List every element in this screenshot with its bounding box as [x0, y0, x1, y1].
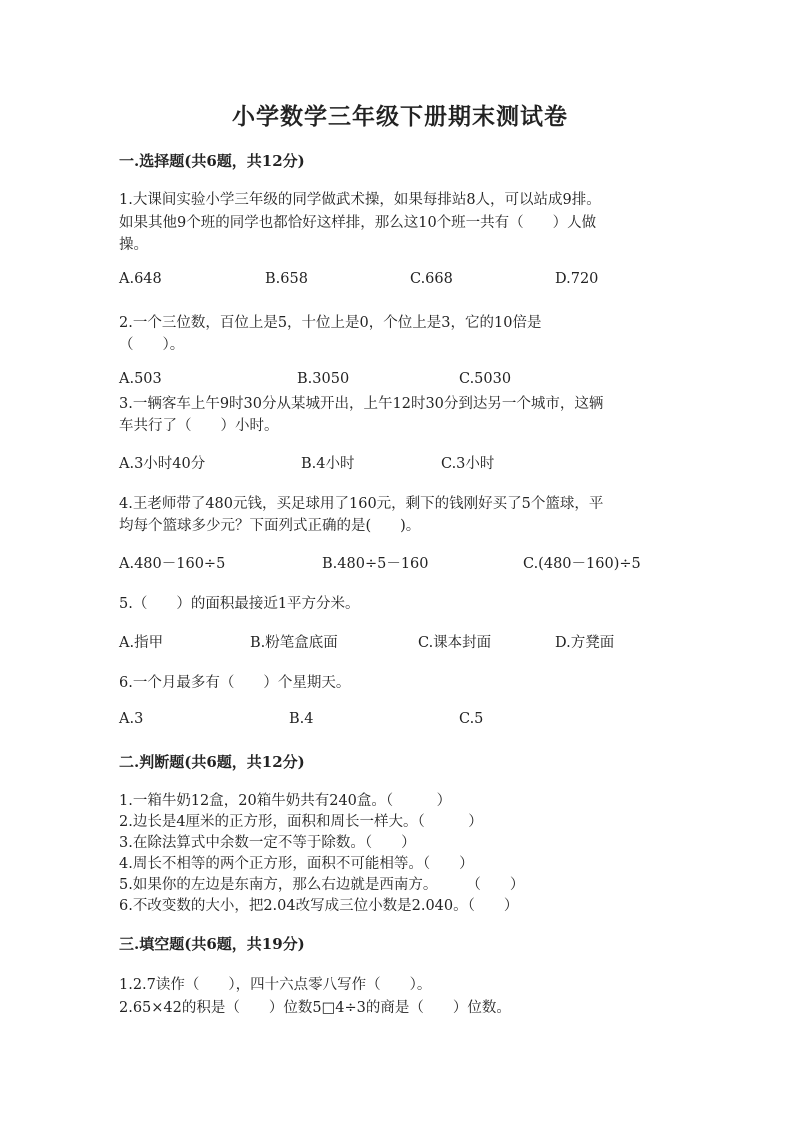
question-text: 车共行了（ ）小时。 [119, 418, 279, 434]
judge-item: 1.一箱牛奶12盒，20箱牛奶共有240盒。（ ） [119, 793, 452, 809]
fill-item: 1.2.7读作（ ），四十六点零八写作（ ）。 [119, 977, 432, 993]
option-b: B.4小时 [301, 456, 355, 472]
option-a: A.648 [119, 271, 162, 287]
option-a: A.指甲 [119, 635, 164, 651]
question-text: 均每个篮球多少元？下面列式正确的是( )。 [119, 518, 421, 534]
option-c: C.课本封面 [418, 635, 492, 651]
option-a: A.3 [119, 711, 144, 727]
option-a: A.480－160÷5 [119, 556, 226, 572]
section-heading-judge: 二.判断题(共6题，共12分) [119, 753, 305, 771]
option-c: C.668 [410, 271, 453, 287]
question-text: 2.一个三位数，百位上是5，十位上是0，个位上是3，它的10倍是 [119, 315, 542, 331]
option-c: C.(480－160)÷5 [523, 556, 641, 572]
option-c: C.5 [459, 711, 484, 727]
question-text: 如果其他9个班的同学也都恰好这样排，那么这10个班一共有（ ）人做 [119, 215, 597, 231]
question-text: 5.（ ）的面积最接近1平方分米。 [119, 596, 360, 612]
fill-item: 2.65×42的积是（ ）位数5□4÷3的商是（ ）位数。 [119, 1000, 511, 1016]
question-text: 6.一个月最多有（ ）个星期天。 [119, 675, 351, 691]
option-d: D.方凳面 [555, 635, 615, 651]
option-d: D.720 [555, 271, 599, 287]
option-b: B.粉笔盒底面 [250, 635, 338, 651]
judge-item: 3.在除法算式中余数一定不等于除数。（ ） [119, 835, 416, 851]
option-b: B.480÷5－160 [322, 556, 429, 572]
section-heading-fill: 三.填空题(共6题，共19分) [119, 935, 305, 953]
option-b: B.3050 [297, 371, 350, 387]
option-a: A.3小时40分 [119, 456, 206, 472]
option-c: C.3小时 [441, 456, 495, 472]
question-text: 3.一辆客车上午9时30分从某城开出，上午12时30分到达另一个城市，这辆 [119, 396, 604, 412]
option-a: A.503 [119, 371, 162, 387]
question-text: 1.大课间实验小学三年级的同学做武术操，如果每排站8人，可以站成9排。 [119, 192, 601, 208]
option-b: B.658 [265, 271, 308, 287]
section-heading-choice: 一.选择题(共6题，共12分) [119, 152, 305, 170]
judge-item: 5.如果你的左边是东南方，那么右边就是西南方。 （ ） [119, 877, 525, 893]
question-text: 4.王老师带了480元钱，买足球用了160元，剩下的钱刚好买了5个篮球，平 [119, 496, 604, 512]
judge-item: 2.边长是4厘米的正方形，面积和周长一样大。（ ） [119, 814, 483, 830]
option-b: B.4 [289, 711, 314, 727]
judge-item: 6.不改变数的大小，把2.04改写成三位小数是2.040。（ ） [119, 898, 519, 914]
option-c: C.5030 [459, 371, 512, 387]
question-text: 操。 [119, 237, 148, 253]
judge-item: 4.周长不相等的两个正方形，面积不可能相等。（ ） [119, 856, 474, 872]
page-title: 小学数学三年级下册期末测试卷 [232, 103, 568, 130]
question-text: （ ）。 [119, 337, 185, 353]
